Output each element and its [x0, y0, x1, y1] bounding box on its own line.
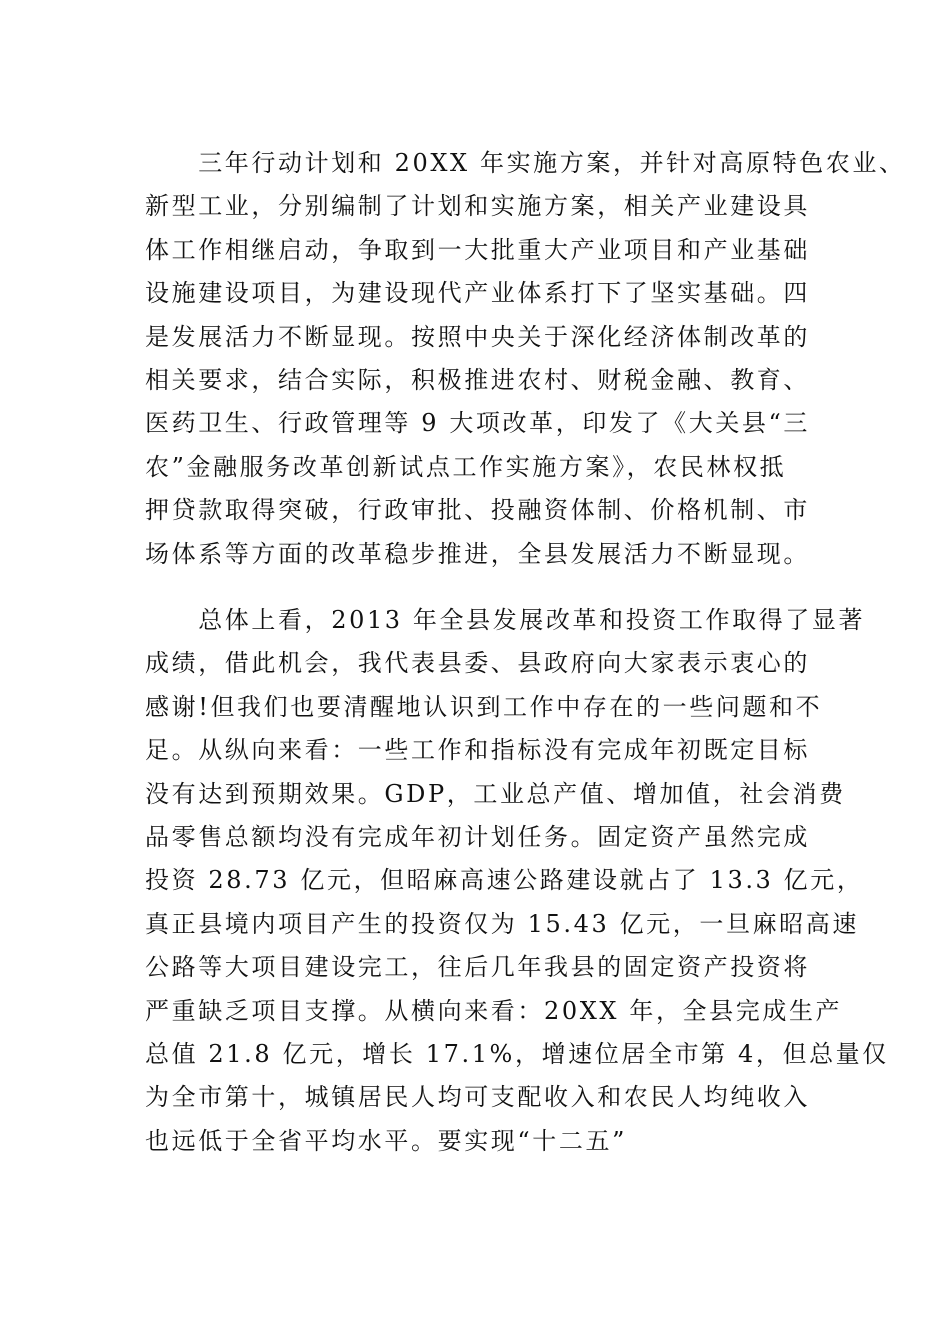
text-line: 相关要求，结合实际，积极推进农村、财税金融、教育、: [145, 366, 810, 395]
text-line: 感谢!但我们也要清醒地认识到工作中存在的一些问题和不: [145, 692, 823, 721]
text-line: 品零售总额均没有完成年初计划任务。固定资产虽然完成: [145, 823, 810, 852]
text-line: 为全市第十，城镇居民人均可支配收入和农民人均纯收入: [145, 1083, 810, 1112]
text-line: 设施建设项目，为建设现代产业体系打下了坚实基础。四: [145, 279, 810, 308]
text-line: 总体上看，2013 年全县发展改革和投资工作取得了显著: [145, 606, 866, 634]
paragraph-overall-assessment: [145, 599, 889, 1163]
text-line: 足。从纵向来看：一些工作和指标没有完成年初既定目标: [145, 736, 810, 765]
text-line: 新型工业，分别编制了计划和实施方案，相关产业建设具: [145, 192, 810, 221]
text-line: 公路等大项目建设完工，往后几年我县的固定资产投资将: [145, 953, 810, 982]
text-line: 押贷款取得突破，行政审批、投融资体制、价格机制、市: [145, 496, 810, 525]
text-line: 医药卫生、行政管理等 9 大项改革，印发了《大关县“三: [145, 409, 810, 438]
text-line: 没有达到预期效果。GDP，工业总产值、增加值，社会消费: [145, 779, 846, 808]
text-line: 也远低于全省平均水平。要实现“十二五”: [145, 1126, 627, 1155]
text-line: 是发展活力不断显现。按照中央关于深化经济体制改革的: [145, 322, 810, 351]
text-line: 总值 21.8 亿元，增长 17.1%，增速位居全市第 4，但总量仅: [145, 1040, 889, 1069]
text-line: 场体系等方面的改革稳步推进，全县发展活力不断显现。: [145, 539, 810, 568]
text-line: 体工作相继启动，争取到一大批重大产业项目和产业基础: [145, 235, 810, 264]
text-line: 严重缺乏项目支撑。从横向来看：20XX 年，全县完成生产: [145, 996, 843, 1025]
paragraph-reform-progress: [145, 142, 906, 576]
text-line: 真正县境内项目产生的投资仅为 15.43 亿元，一旦麻昭高速: [145, 909, 859, 938]
text-line: 三年行动计划和 20XX 年实施方案，并针对高原特色农业、: [145, 149, 906, 177]
text-line: 投资 28.73 亿元，但昭麻高速公路建设就占了 13.3 亿元，: [145, 866, 864, 895]
text-line: 农”金融服务改革创新试点工作实施方案》，农民林权抵: [145, 452, 787, 481]
text-line: 成绩，借此机会，我代表县委、县政府向大家表示衷心的: [145, 649, 810, 678]
